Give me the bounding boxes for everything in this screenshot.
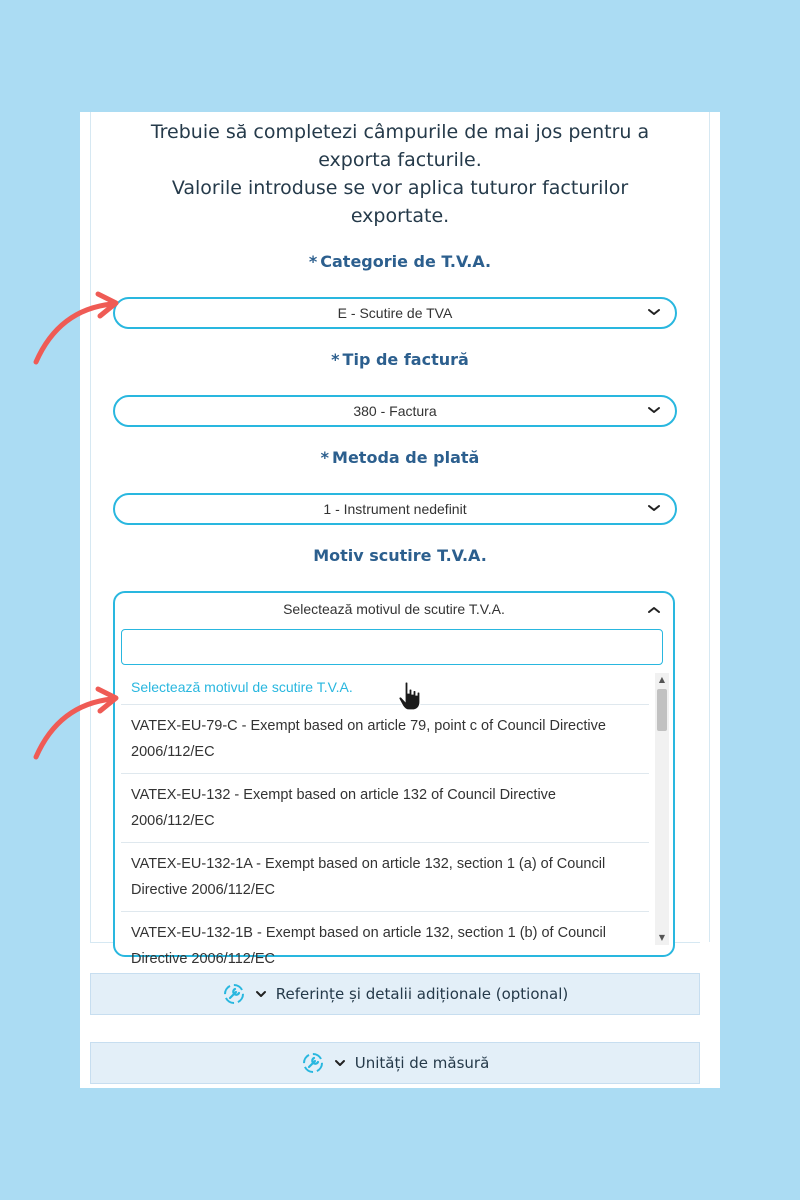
payment-method-label: [0, 448, 800, 467]
hand-pointer-icon: [396, 680, 424, 712]
chevron-down-icon: [333, 1056, 347, 1070]
intro-line-2: Valorile introduse se vor aplica tuturor facturilor exportate.: [171, 177, 629, 227]
option-vatex-eu-132[interactable]: VATEX-EU-132 - Exempt based on article 132 of Council Directive 2006/112/EC: [121, 774, 649, 843]
scroll-down-icon[interactable]: ▼: [658, 933, 666, 942]
vat-category-label: [0, 252, 800, 271]
intro-text: [0, 118, 800, 230]
units-accordion[interactable]: [90, 1042, 700, 1084]
invoice-type-label-text: Tip de factură: [342, 350, 469, 369]
vat-exemption-dropdown[interactable]: [113, 591, 675, 967]
vat-category-label-text: Categorie de T.V.A.: [320, 252, 492, 271]
invoice-type-value: 380 - Factura: [353, 403, 437, 419]
vat-exemption-options-list: [121, 673, 649, 967]
option-vatex-eu-132-1b[interactable]: VATEX-EU-132-1B - Exempt based on article 132, section 1 (b) of Council Directive 2006/112/EC: [121, 912, 649, 981]
scroll-thumb[interactable]: [657, 689, 667, 731]
invoice-type-select[interactable]: [113, 395, 677, 427]
option-vatex-eu-79-c[interactable]: VATEX-EU-79-C - Exempt based on article 79, point c of Council Directive 2006/112/EC: [121, 705, 649, 774]
vat-category-value: E - Scutire de TVA: [337, 305, 453, 321]
options-scrollbar[interactable]: [655, 673, 669, 945]
vat-category-select[interactable]: [113, 297, 677, 329]
payment-method-select[interactable]: [113, 493, 677, 525]
chevron-down-icon: [647, 501, 661, 515]
required-mark: *: [320, 448, 330, 467]
chevron-down-icon: [254, 987, 268, 1001]
chevron-down-icon: [647, 305, 661, 319]
red-curved-arrow-icon: [28, 288, 128, 368]
chevron-up-icon[interactable]: [647, 603, 661, 617]
required-mark: *: [308, 252, 318, 271]
chevron-down-icon: [647, 403, 661, 417]
units-accordion-label: Unități de măsură: [354, 1054, 490, 1072]
required-mark: *: [331, 350, 340, 369]
vat-exemption-search-input[interactable]: [121, 629, 663, 665]
references-accordion-label: Referințe și detalii adiționale (optional): [275, 985, 569, 1003]
vat-exemption-value: Selectează motivul de scutire T.V.A.: [283, 601, 505, 617]
panel-border-right: [709, 112, 710, 942]
vat-exemption-label: Motiv scutire T.V.A.: [313, 546, 487, 565]
references-accordion[interactable]: [90, 973, 700, 1015]
red-curved-arrow-icon: [28, 683, 128, 763]
option-placeholder[interactable]: Selectează motivul de scutire T.V.A.: [121, 673, 649, 705]
intro-line-1: Trebuie să completezi câmpurile de mai jos pentru a exporta facturile.: [150, 121, 650, 171]
wrench-gear-icon: [301, 1051, 325, 1075]
wrench-gear-icon: [222, 982, 246, 1006]
option-vatex-eu-132-1a[interactable]: VATEX-EU-132-1A - Exempt based on article 132, section 1 (a) of Council Directive 2006/112/EC: [121, 843, 649, 912]
scroll-up-icon[interactable]: ▲: [658, 675, 666, 684]
payment-method-value: 1 - Instrument nedefinit: [323, 501, 467, 517]
panel-border-left: [90, 112, 91, 942]
payment-method-label-text: Metoda de plată: [332, 448, 480, 467]
